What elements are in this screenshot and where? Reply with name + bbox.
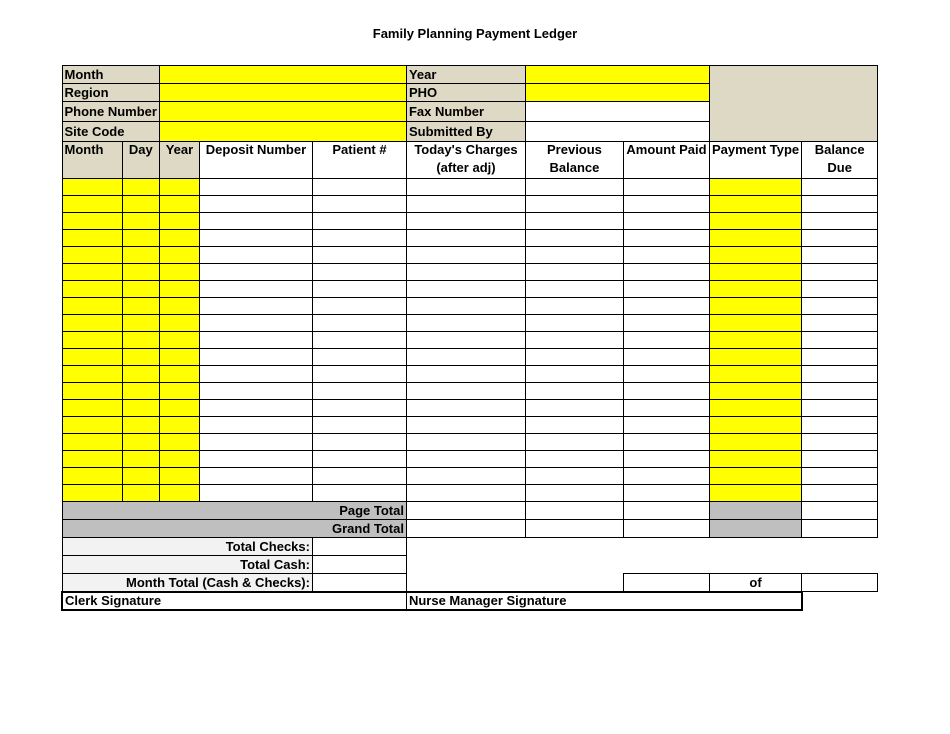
cell-paid[interactable] bbox=[623, 400, 709, 417]
col-charges-line2: (after adj) bbox=[436, 160, 496, 175]
grand-total-paid[interactable] bbox=[623, 520, 709, 538]
cell-charges[interactable] bbox=[406, 281, 525, 298]
col-balance-line2: Due bbox=[827, 160, 852, 175]
pho-label: PHO bbox=[406, 84, 525, 102]
cell-type[interactable] bbox=[709, 298, 801, 315]
cell-month[interactable] bbox=[62, 485, 122, 502]
cell-type[interactable] bbox=[709, 315, 801, 332]
cell-deposit[interactable] bbox=[199, 298, 312, 315]
cell-year[interactable] bbox=[159, 298, 199, 315]
cell-month[interactable] bbox=[62, 298, 122, 315]
cell-charges[interactable] bbox=[406, 366, 525, 383]
page-total-charges[interactable] bbox=[406, 502, 525, 520]
cell-charges[interactable] bbox=[406, 247, 525, 264]
year-field[interactable] bbox=[525, 66, 709, 84]
cell-patient[interactable] bbox=[312, 366, 406, 383]
col-patient: Patient # bbox=[312, 142, 406, 179]
cell-month[interactable] bbox=[62, 230, 122, 247]
table-row bbox=[62, 298, 878, 315]
total-cash-field[interactable] bbox=[312, 556, 406, 574]
cell-previous[interactable] bbox=[525, 281, 623, 298]
cell-previous[interactable] bbox=[525, 417, 623, 434]
grand-total-charges[interactable] bbox=[406, 520, 525, 538]
grand-total-previous[interactable] bbox=[525, 520, 623, 538]
table-row bbox=[62, 179, 878, 196]
cell-type[interactable] bbox=[709, 196, 801, 213]
cell-year[interactable] bbox=[159, 451, 199, 468]
cell-year[interactable] bbox=[159, 281, 199, 298]
cell-balance[interactable] bbox=[802, 349, 878, 366]
col-previous bbox=[525, 142, 623, 179]
cell-deposit[interactable] bbox=[199, 383, 312, 400]
fax-label: Fax Number bbox=[406, 102, 525, 122]
cell-deposit[interactable] bbox=[199, 213, 312, 230]
cell-year[interactable] bbox=[159, 434, 199, 451]
cell-patient[interactable] bbox=[312, 434, 406, 451]
cell-year[interactable] bbox=[159, 468, 199, 485]
cell-balance[interactable] bbox=[802, 400, 878, 417]
col-deposit: Deposit Number bbox=[199, 142, 312, 179]
cell-day[interactable] bbox=[122, 417, 159, 434]
grand-total-type bbox=[709, 520, 801, 538]
cell-deposit[interactable] bbox=[199, 179, 312, 196]
table-row bbox=[62, 383, 878, 400]
cell-month[interactable] bbox=[62, 383, 122, 400]
cell-paid[interactable] bbox=[623, 451, 709, 468]
cell-month[interactable] bbox=[62, 434, 122, 451]
cell-patient[interactable] bbox=[312, 213, 406, 230]
cell-charges[interactable] bbox=[406, 383, 525, 400]
site-label: Site Code bbox=[62, 122, 159, 142]
cell-charges[interactable] bbox=[406, 417, 525, 434]
cell-year[interactable] bbox=[159, 366, 199, 383]
cell-previous[interactable] bbox=[525, 451, 623, 468]
cell-previous[interactable] bbox=[525, 349, 623, 366]
col-balance-line1: Balance bbox=[814, 142, 865, 157]
total-cash-label: Total Cash: bbox=[62, 556, 312, 574]
cell-year[interactable] bbox=[159, 417, 199, 434]
cell-charges[interactable] bbox=[406, 485, 525, 502]
month-total-label: Month Total (Cash & Checks): bbox=[62, 574, 312, 592]
cell-patient[interactable] bbox=[312, 417, 406, 434]
cell-paid[interactable] bbox=[623, 179, 709, 196]
page-total-previous[interactable] bbox=[525, 502, 623, 520]
col-balance bbox=[802, 142, 878, 179]
cell-charges[interactable] bbox=[406, 179, 525, 196]
cell-deposit[interactable] bbox=[199, 247, 312, 264]
cell-balance[interactable] bbox=[802, 196, 878, 213]
cell-day[interactable] bbox=[122, 485, 159, 502]
cell-type[interactable] bbox=[709, 400, 801, 417]
cell-charges[interactable] bbox=[406, 264, 525, 281]
cell-type[interactable] bbox=[709, 332, 801, 349]
cell-patient[interactable] bbox=[312, 230, 406, 247]
cell-day[interactable] bbox=[122, 366, 159, 383]
cell-paid[interactable] bbox=[623, 230, 709, 247]
cell-day[interactable] bbox=[122, 247, 159, 264]
cell-day[interactable] bbox=[122, 298, 159, 315]
cell-type[interactable] bbox=[709, 179, 801, 196]
total-checks-label: Total Checks: bbox=[62, 538, 312, 556]
col-payment-type: Payment Type bbox=[709, 142, 801, 179]
cell-type[interactable] bbox=[709, 366, 801, 383]
cell-type[interactable] bbox=[709, 264, 801, 281]
cell-deposit[interactable] bbox=[199, 349, 312, 366]
cell-deposit[interactable] bbox=[199, 434, 312, 451]
cell-previous[interactable] bbox=[525, 230, 623, 247]
fax-field[interactable] bbox=[525, 102, 709, 122]
cell-month[interactable] bbox=[62, 451, 122, 468]
cell-day[interactable] bbox=[122, 179, 159, 196]
cell-deposit[interactable] bbox=[199, 468, 312, 485]
cell-day[interactable] bbox=[122, 230, 159, 247]
table-row bbox=[62, 366, 878, 383]
cell-paid[interactable] bbox=[623, 468, 709, 485]
cell-patient[interactable] bbox=[312, 281, 406, 298]
cell-deposit[interactable] bbox=[199, 264, 312, 281]
cell-year[interactable] bbox=[159, 196, 199, 213]
totals-spacer bbox=[406, 538, 877, 574]
month-field[interactable] bbox=[159, 66, 406, 84]
page-count-field[interactable] bbox=[802, 574, 878, 592]
cell-paid[interactable] bbox=[623, 485, 709, 502]
cell-deposit[interactable] bbox=[199, 230, 312, 247]
cell-balance[interactable] bbox=[802, 179, 878, 196]
cell-day[interactable] bbox=[122, 264, 159, 281]
cell-day[interactable] bbox=[122, 383, 159, 400]
cell-type[interactable] bbox=[709, 468, 801, 485]
cell-day[interactable] bbox=[122, 281, 159, 298]
cell-previous[interactable] bbox=[525, 383, 623, 400]
cell-month[interactable] bbox=[62, 264, 122, 281]
cell-type[interactable] bbox=[709, 485, 801, 502]
cell-balance[interactable] bbox=[802, 366, 878, 383]
cell-patient[interactable] bbox=[312, 451, 406, 468]
table-row bbox=[62, 451, 878, 468]
cell-previous[interactable] bbox=[525, 468, 623, 485]
cell-patient[interactable] bbox=[312, 315, 406, 332]
cell-patient[interactable] bbox=[312, 332, 406, 349]
cell-patient[interactable] bbox=[312, 298, 406, 315]
cell-paid[interactable] bbox=[623, 298, 709, 315]
cell-paid[interactable] bbox=[623, 417, 709, 434]
table-row bbox=[62, 485, 878, 502]
month-total-spacer bbox=[406, 574, 623, 592]
cell-month[interactable] bbox=[62, 400, 122, 417]
cell-previous[interactable] bbox=[525, 332, 623, 349]
cell-deposit[interactable] bbox=[199, 281, 312, 298]
cell-paid[interactable] bbox=[623, 247, 709, 264]
cell-day[interactable] bbox=[122, 468, 159, 485]
cell-day[interactable] bbox=[122, 451, 159, 468]
site-field[interactable] bbox=[159, 122, 406, 142]
cell-type[interactable] bbox=[709, 383, 801, 400]
cell-charges[interactable] bbox=[406, 213, 525, 230]
table-row bbox=[62, 247, 878, 264]
cell-previous[interactable] bbox=[525, 196, 623, 213]
cell-balance[interactable] bbox=[802, 213, 878, 230]
cell-previous[interactable] bbox=[525, 366, 623, 383]
cell-day[interactable] bbox=[122, 196, 159, 213]
cell-day[interactable] bbox=[122, 434, 159, 451]
cell-year[interactable] bbox=[159, 332, 199, 349]
cell-patient[interactable] bbox=[312, 179, 406, 196]
col-amount-paid: Amount Paid bbox=[623, 142, 709, 179]
cell-patient[interactable] bbox=[312, 383, 406, 400]
submitted-label: Submitted By bbox=[406, 122, 525, 142]
cell-type[interactable] bbox=[709, 213, 801, 230]
cell-balance[interactable] bbox=[802, 264, 878, 281]
cell-charges[interactable] bbox=[406, 230, 525, 247]
pho-field[interactable] bbox=[525, 84, 709, 102]
cell-month[interactable] bbox=[62, 213, 122, 230]
col-charges-line1: Today's Charges bbox=[414, 142, 518, 157]
cell-charges[interactable] bbox=[406, 468, 525, 485]
region-label: Region bbox=[62, 84, 159, 102]
cell-type[interactable] bbox=[709, 230, 801, 247]
cell-deposit[interactable] bbox=[199, 332, 312, 349]
cell-charges[interactable] bbox=[406, 196, 525, 213]
cell-previous[interactable] bbox=[525, 213, 623, 230]
cell-balance[interactable] bbox=[802, 451, 878, 468]
cell-type[interactable] bbox=[709, 281, 801, 298]
cell-patient[interactable] bbox=[312, 349, 406, 366]
cell-previous[interactable] bbox=[525, 247, 623, 264]
cell-month[interactable] bbox=[62, 179, 122, 196]
cell-type[interactable] bbox=[709, 247, 801, 264]
cell-balance[interactable] bbox=[802, 417, 878, 434]
cell-balance[interactable] bbox=[802, 434, 878, 451]
clerk-signature[interactable]: Clerk Signature bbox=[62, 592, 406, 610]
cell-month[interactable] bbox=[62, 247, 122, 264]
cell-paid[interactable] bbox=[623, 366, 709, 383]
cell-balance[interactable] bbox=[802, 383, 878, 400]
page-total-type bbox=[709, 502, 801, 520]
col-previous-line2: Balance bbox=[549, 160, 600, 175]
table-row bbox=[62, 281, 878, 298]
cell-month[interactable] bbox=[62, 349, 122, 366]
cell-deposit[interactable] bbox=[199, 485, 312, 502]
cell-paid[interactable] bbox=[623, 434, 709, 451]
cell-charges[interactable] bbox=[406, 332, 525, 349]
cell-year[interactable] bbox=[159, 349, 199, 366]
cell-day[interactable] bbox=[122, 400, 159, 417]
table-row bbox=[62, 213, 878, 230]
submitted-field[interactable] bbox=[525, 122, 709, 142]
cell-deposit[interactable] bbox=[199, 451, 312, 468]
cell-type[interactable] bbox=[709, 451, 801, 468]
cell-balance[interactable] bbox=[802, 230, 878, 247]
cell-month[interactable] bbox=[62, 196, 122, 213]
cell-patient[interactable] bbox=[312, 247, 406, 264]
cell-year[interactable] bbox=[159, 315, 199, 332]
month-total-field[interactable] bbox=[312, 574, 406, 592]
cell-year[interactable] bbox=[159, 264, 199, 281]
table-row bbox=[62, 332, 878, 349]
month-label: Month bbox=[62, 66, 159, 84]
cell-previous[interactable] bbox=[525, 485, 623, 502]
grand-total-row bbox=[62, 520, 878, 538]
cell-day[interactable] bbox=[122, 213, 159, 230]
table-row bbox=[62, 468, 878, 485]
cell-patient[interactable] bbox=[312, 264, 406, 281]
info-blank-block bbox=[709, 66, 877, 142]
cell-balance[interactable] bbox=[802, 247, 878, 264]
page-number-field[interactable] bbox=[623, 574, 709, 592]
cell-patient[interactable] bbox=[312, 400, 406, 417]
table-row bbox=[62, 417, 878, 434]
page-total-paid[interactable] bbox=[623, 502, 709, 520]
cell-day[interactable] bbox=[122, 349, 159, 366]
table-row bbox=[62, 400, 878, 417]
cell-type[interactable] bbox=[709, 417, 801, 434]
cell-previous[interactable] bbox=[525, 400, 623, 417]
cell-paid[interactable] bbox=[623, 332, 709, 349]
cell-year[interactable] bbox=[159, 230, 199, 247]
table-row bbox=[62, 349, 878, 366]
total-checks-field[interactable] bbox=[312, 538, 406, 556]
cell-year[interactable] bbox=[159, 383, 199, 400]
year-label: Year bbox=[406, 66, 525, 84]
table-row bbox=[62, 264, 878, 281]
cell-paid[interactable] bbox=[623, 383, 709, 400]
cell-year[interactable] bbox=[159, 179, 199, 196]
cell-patient[interactable] bbox=[312, 485, 406, 502]
cell-month[interactable] bbox=[62, 417, 122, 434]
cell-month[interactable] bbox=[62, 468, 122, 485]
cell-paid[interactable] bbox=[623, 213, 709, 230]
cell-deposit[interactable] bbox=[199, 366, 312, 383]
cell-month[interactable] bbox=[62, 366, 122, 383]
cell-balance[interactable] bbox=[802, 485, 878, 502]
cell-deposit[interactable] bbox=[199, 400, 312, 417]
cell-year[interactable] bbox=[159, 400, 199, 417]
col-year: Year bbox=[159, 142, 199, 179]
cell-patient[interactable] bbox=[312, 468, 406, 485]
cell-month[interactable] bbox=[62, 315, 122, 332]
cell-day[interactable] bbox=[122, 315, 159, 332]
cell-charges[interactable] bbox=[406, 298, 525, 315]
page-title: Family Planning Payment Ledger bbox=[372, 26, 578, 41]
table-row bbox=[62, 196, 878, 213]
cell-charges[interactable] bbox=[406, 451, 525, 468]
cell-paid[interactable] bbox=[623, 196, 709, 213]
region-field[interactable] bbox=[159, 84, 406, 102]
table-row bbox=[62, 434, 878, 451]
cell-year[interactable] bbox=[159, 485, 199, 502]
col-charges bbox=[406, 142, 525, 179]
cell-previous[interactable] bbox=[525, 179, 623, 196]
phone-label: Phone Number bbox=[62, 102, 159, 122]
page-total-row bbox=[62, 502, 878, 520]
page-total-balance[interactable] bbox=[802, 502, 878, 520]
col-previous-line1: Previous bbox=[547, 142, 602, 157]
cell-deposit[interactable] bbox=[199, 417, 312, 434]
table-row bbox=[62, 315, 878, 332]
nurse-manager-signature[interactable]: Nurse Manager Signature bbox=[406, 592, 801, 610]
cell-balance[interactable] bbox=[802, 298, 878, 315]
cell-previous[interactable] bbox=[525, 434, 623, 451]
cell-paid[interactable] bbox=[623, 349, 709, 366]
cell-patient[interactable] bbox=[312, 196, 406, 213]
cell-paid[interactable] bbox=[623, 315, 709, 332]
cell-deposit[interactable] bbox=[199, 315, 312, 332]
cell-balance[interactable] bbox=[802, 468, 878, 485]
table-row bbox=[62, 230, 878, 247]
cell-year[interactable] bbox=[159, 213, 199, 230]
cell-balance[interactable] bbox=[802, 315, 878, 332]
grand-total-balance[interactable] bbox=[802, 520, 878, 538]
ledger-table bbox=[61, 65, 878, 611]
cell-year[interactable] bbox=[159, 247, 199, 264]
cell-month[interactable] bbox=[62, 332, 122, 349]
cell-previous[interactable] bbox=[525, 315, 623, 332]
cell-type[interactable] bbox=[709, 349, 801, 366]
cell-charges[interactable] bbox=[406, 349, 525, 366]
cell-balance[interactable] bbox=[802, 332, 878, 349]
cell-charges[interactable] bbox=[406, 315, 525, 332]
column-header-row bbox=[62, 142, 878, 179]
col-day: Day bbox=[122, 142, 159, 179]
page-total-label: Page Total bbox=[62, 502, 406, 520]
cell-day[interactable] bbox=[122, 332, 159, 349]
cell-previous[interactable] bbox=[525, 264, 623, 281]
grand-total-label: Grand Total bbox=[62, 520, 406, 538]
cell-charges[interactable] bbox=[406, 434, 525, 451]
page-of-label: of bbox=[709, 574, 801, 592]
signature-spacer bbox=[802, 592, 878, 610]
col-month: Month bbox=[62, 142, 122, 179]
phone-field[interactable] bbox=[159, 102, 406, 122]
cell-paid[interactable] bbox=[623, 264, 709, 281]
cell-charges[interactable] bbox=[406, 400, 525, 417]
cell-balance[interactable] bbox=[802, 281, 878, 298]
cell-month[interactable] bbox=[62, 281, 122, 298]
cell-deposit[interactable] bbox=[199, 196, 312, 213]
cell-paid[interactable] bbox=[623, 281, 709, 298]
cell-type[interactable] bbox=[709, 434, 801, 451]
cell-previous[interactable] bbox=[525, 298, 623, 315]
